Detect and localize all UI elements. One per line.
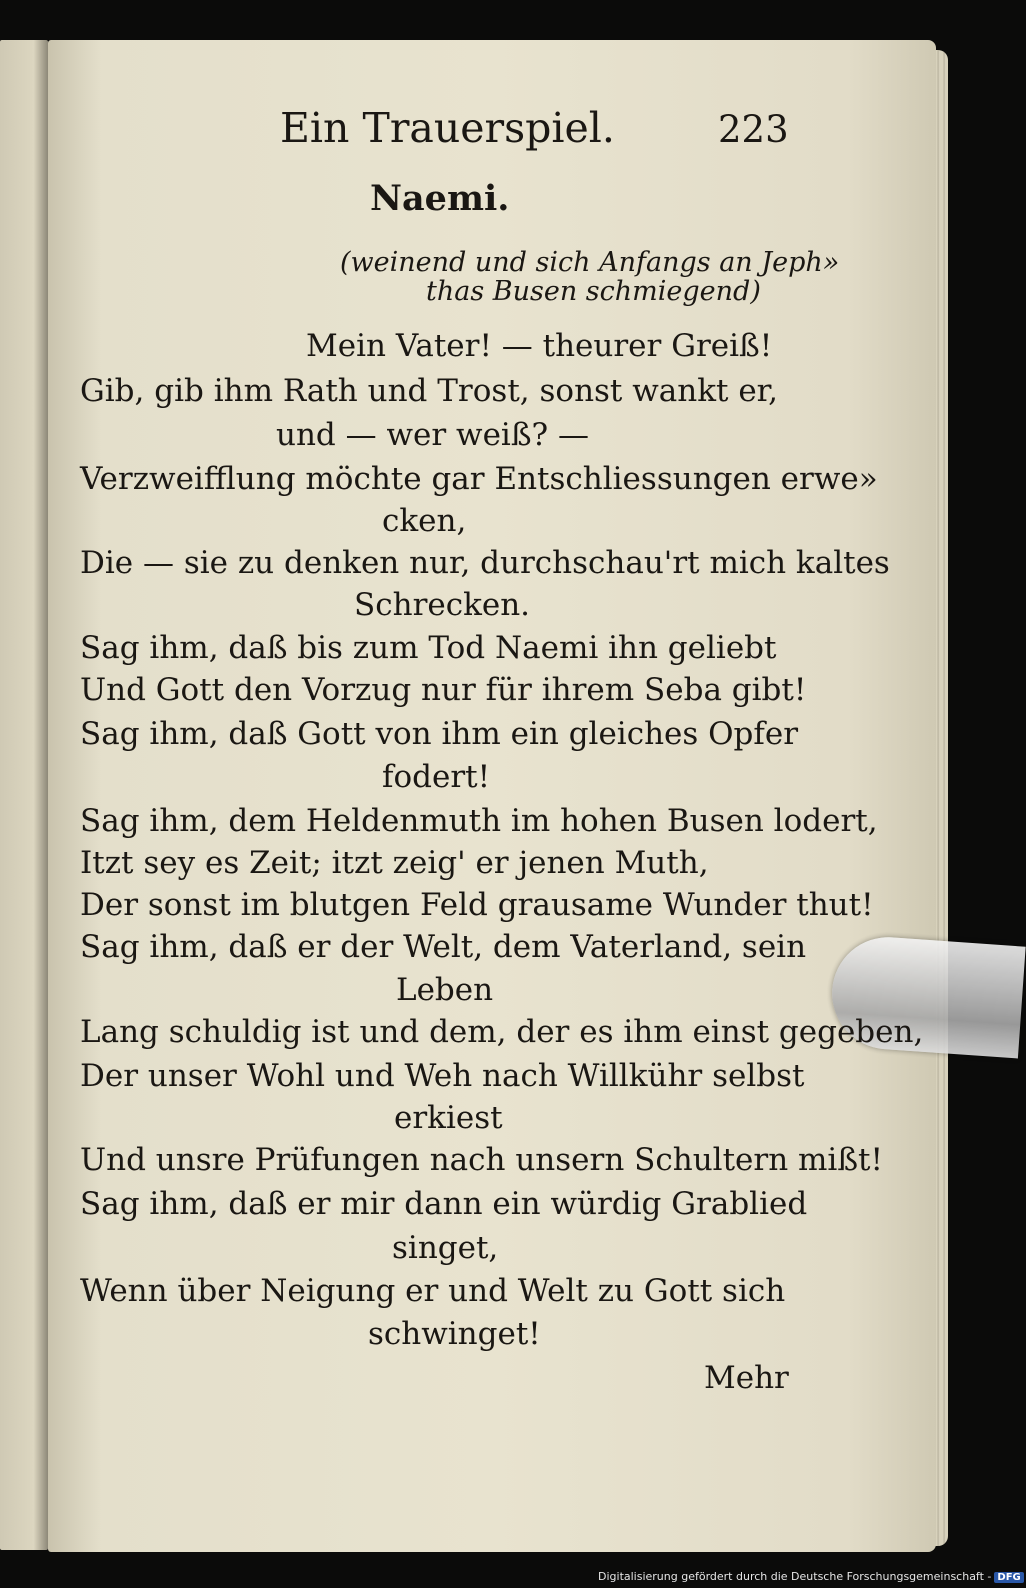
verse-line: cken, — [382, 503, 467, 539]
verse-line: fodert! — [382, 759, 491, 795]
credit-text: Digitalisierung gefördert durch die Deutsche Forschungsgemeinschaft - — [598, 1570, 992, 1583]
verse-line: Sag ihm, daß bis zum Tod Naemi ihn geliebt — [80, 630, 777, 666]
verse-line: Sag ihm, daß Gott von ihm ein gleiches Opfer — [80, 716, 799, 752]
verse-line: Lang schuldig ist und dem, der es ihm einst gegeben, — [80, 1014, 924, 1050]
page-number: 223 — [718, 108, 789, 151]
dfg-logo: DFG — [994, 1572, 1023, 1583]
verse-line: Verzweifflung möchte gar Entschliessungen erwe» — [80, 461, 878, 497]
speaker-name: Naemi. — [370, 178, 510, 219]
verse-line: Itzt sey es Zeit; itzt zeig' er jenen Muth, — [80, 845, 709, 881]
verse-line: Sag ihm, dem Heldenmuth im hohen Busen lodert, — [80, 803, 878, 839]
verse-line: Und unsre Prüfungen nach unsern Schultern mißt! — [80, 1142, 883, 1178]
verse-line: Mein Vater! — theurer Greiß! — [306, 328, 773, 364]
verse-line: erkiest — [394, 1100, 503, 1136]
verse-line: Gib, gib ihm Rath und Trost, sonst wankt er, — [80, 373, 778, 409]
stage-direction-line: (weinend und sich Anfangs an Jeph» — [340, 247, 840, 278]
verse-line: Sag ihm, daß er mir dann ein würdig Grablied — [80, 1186, 808, 1222]
verse-line: schwinget! — [368, 1316, 541, 1352]
verse-line: Der sonst im blutgen Feld grausame Wunder thut! — [80, 887, 874, 923]
verse-line: Leben — [396, 972, 494, 1008]
verse-line: singet, — [392, 1230, 499, 1266]
verse-line: und — wer weiß? — — [276, 417, 590, 453]
running-title: Ein Trauerspiel. — [280, 104, 615, 152]
verse-line: Die — sie zu denken nur, durchschau'rt mich kaltes — [80, 545, 890, 581]
verse-line: Und Gott den Vorzug nur für ihrem Seba gibt! — [80, 672, 807, 708]
verse-line: Sag ihm, daß er der Welt, dem Vaterland, sein — [80, 929, 807, 965]
stage-direction-line: thas Busen schmiegend) — [426, 276, 761, 307]
verse-line: Der unser Wohl und Weh nach Willkühr selbst — [80, 1058, 805, 1094]
digitization-credit — [598, 1570, 1024, 1588]
catchword: Mehr — [704, 1360, 789, 1396]
verse-line: Wenn über Neigung er und Welt zu Gott sich — [80, 1273, 786, 1309]
verse-line: Schrecken. — [354, 587, 531, 623]
